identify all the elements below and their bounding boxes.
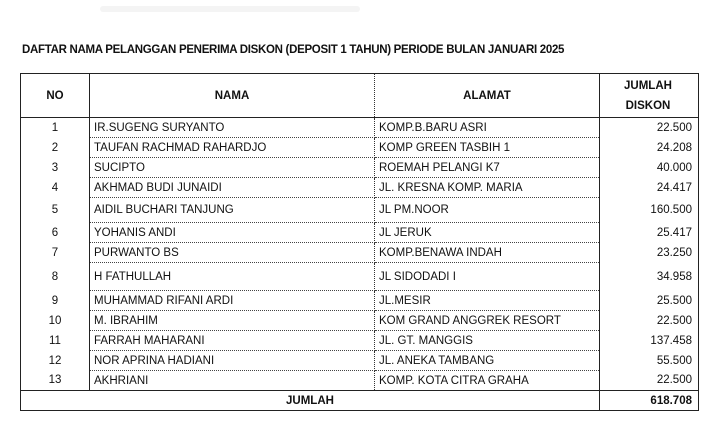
cell-nama: MUHAMMAD RIFANI ARDI <box>90 291 375 311</box>
cell-diskon: 137.458 <box>650 334 692 347</box>
cell-no: 1 <box>21 118 90 138</box>
cell-diskon: 24.417 <box>656 181 692 194</box>
cell-no: 8 <box>21 263 90 291</box>
cell-diskon: 160.500 <box>650 204 692 216</box>
total-row <box>21 391 699 411</box>
table-row <box>21 138 699 158</box>
cell-no: 10 <box>21 311 90 331</box>
cell-alamat: KOM GRAND ANGGREK RESORT <box>375 311 600 331</box>
cell-diskon: 22.500 <box>656 314 692 327</box>
cell-alamat: JL.MESIR <box>375 291 600 311</box>
cell-nama: SUCIPTO <box>90 158 375 178</box>
header-diskon-line2: DISKON <box>625 99 671 112</box>
cell-alamat: KOMP.BENAWA INDAH <box>375 243 600 263</box>
cell-no: 9 <box>21 291 90 311</box>
table-row <box>21 371 699 391</box>
table-row <box>21 331 699 351</box>
cell-nama: NOR APRINA HADIANI <box>90 351 375 371</box>
cell-alamat: JL JERUK <box>375 223 600 243</box>
cell-no: 13 <box>21 371 90 391</box>
table-row <box>21 263 699 291</box>
faint-smudge <box>100 6 360 12</box>
table-header-row <box>21 74 699 118</box>
cell-diskon: 23.250 <box>656 246 692 259</box>
cell-no: 11 <box>21 331 90 351</box>
cell-no: 6 <box>21 223 90 243</box>
cell-nama: IR.SUGENG SURYANTO <box>90 118 375 138</box>
discount-table <box>20 73 699 411</box>
cell-nama: PURWANTO BS <box>90 243 375 263</box>
table-row <box>21 158 699 178</box>
cell-alamat: JL SIDODADI I <box>375 263 600 291</box>
cell-no: 4 <box>21 178 90 198</box>
table-row <box>21 223 699 243</box>
cell-diskon: 40.000 <box>656 161 692 174</box>
cell-nama: H FATHULLAH <box>90 263 375 291</box>
cell-alamat: JL. GT. MANGGIS <box>375 331 600 351</box>
cell-alamat: JL. ANEKA TAMBANG <box>375 351 600 371</box>
cell-no: 7 <box>21 243 90 263</box>
header-alamat: ALAMAT <box>375 74 600 118</box>
cell-no: 12 <box>21 351 90 371</box>
header-nama: NAMA <box>90 74 375 118</box>
cell-alamat: JL. KRESNA KOMP. MARIA <box>375 178 600 198</box>
cell-diskon: 24.208 <box>656 141 692 154</box>
table-row <box>21 178 699 198</box>
cell-alamat: JL PM.NOOR <box>375 198 600 223</box>
cell-no: 2 <box>21 138 90 158</box>
table-row <box>21 351 699 371</box>
total-value: 618.708 <box>600 391 699 411</box>
table-row <box>21 291 699 311</box>
cell-alamat: KOMP. KOTA CITRA GRAHA <box>375 371 600 391</box>
cell-diskon: 55.500 <box>656 354 692 367</box>
page-title: DAFTAR NAMA PELANGGAN PENERIMA DISKON (DEPOSIT 1 TAHUN) PERIODE BULAN JANUARI 2025 <box>22 44 565 56</box>
cell-diskon: 22.500 <box>656 374 692 387</box>
cell-nama: AKHMAD BUDI JUNAIDI <box>90 178 375 198</box>
cell-diskon: 34.958 <box>656 270 692 283</box>
header-diskon-line1: JUMLAH <box>624 79 672 92</box>
cell-nama: M. IBRAHIM <box>90 311 375 331</box>
cell-no: 5 <box>21 198 90 223</box>
table-row <box>21 243 699 263</box>
header-jumlah-diskon <box>600 74 699 118</box>
table-row <box>21 311 699 331</box>
cell-no: 3 <box>21 158 90 178</box>
total-label: JUMLAH <box>21 391 600 411</box>
cell-diskon: 25.500 <box>656 294 692 307</box>
cell-nama: YOHANIS ANDI <box>90 223 375 243</box>
cell-nama: FARRAH MAHARANI <box>90 331 375 351</box>
table-row <box>21 198 699 223</box>
cell-diskon: 22.500 <box>656 121 692 134</box>
table-row <box>21 118 699 138</box>
cell-alamat: ROEMAH PELANGI K7 <box>375 158 600 178</box>
cell-nama: TAUFAN RACHMAD RAHARDJO <box>90 138 375 158</box>
cell-diskon: 25.417 <box>656 226 692 239</box>
header-no: NO <box>21 74 90 118</box>
cell-nama: AKHRIANI <box>90 371 375 391</box>
cell-nama: AIDIL BUCHARI TANJUNG <box>90 198 375 223</box>
cell-alamat: KOMP GREEN TASBIH 1 <box>375 138 600 158</box>
cell-alamat: KOMP.B.BARU ASRI <box>375 118 600 138</box>
